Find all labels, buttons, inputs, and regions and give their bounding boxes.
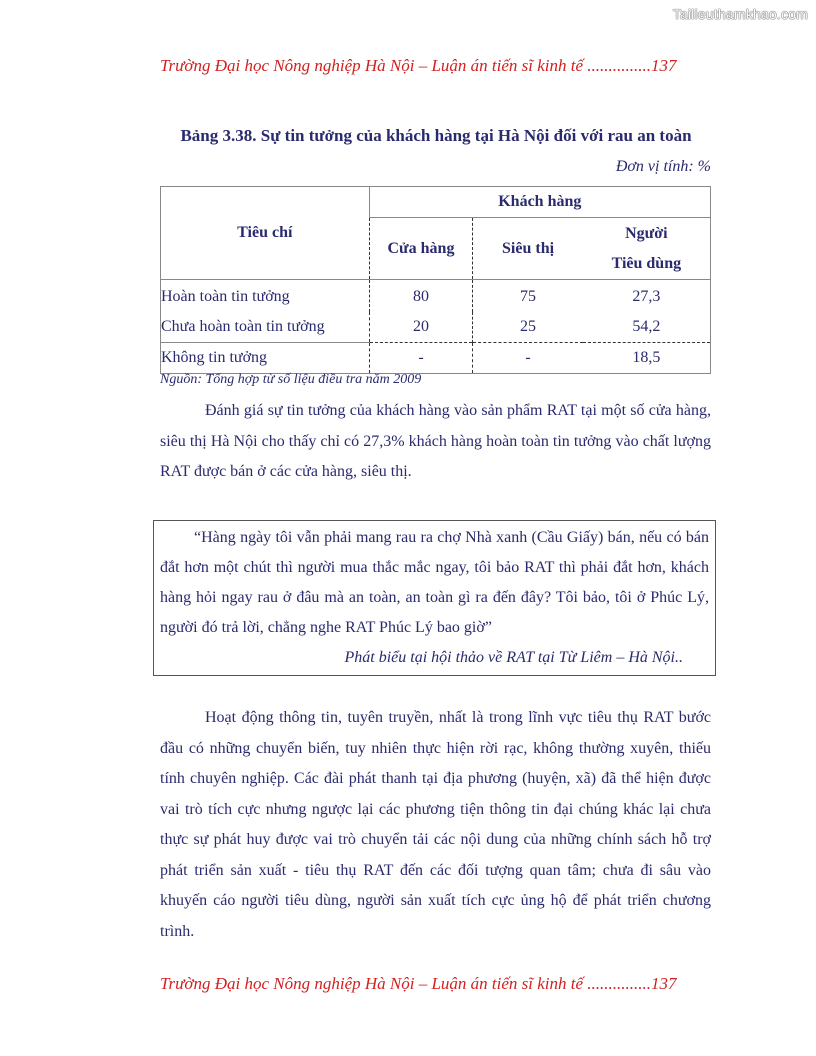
- quote-attribution: Phát biểu tại hội thảo về RAT tại Từ Liêm – Hà Nội..: [344, 649, 683, 666]
- page-footer: Trường Đại học Nông nghiệp Hà Nội – Luận án tiến sĩ kinh tế ...............137: [160, 974, 677, 993]
- page-header: Trường Đại học Nông nghiệp Hà Nội – Luận án tiến sĩ kinh tế ...............137: [160, 56, 677, 75]
- table-source: Nguồn: Tổng hợp từ số liệu điều tra năm 2009: [160, 372, 422, 387]
- cell-consumer: 18,5: [583, 343, 711, 374]
- paragraph-1: Đánh giá sự tin tưởng của khách hàng vào sản phẩm RAT tại một số cửa hàng, siêu thị Hà Nội cho thấy chỉ có 27,3% khách hàng hoàn toàn tin tưởng vào chất lượng RAT được bán ở các cửa hàng, siêu thị.: [160, 402, 711, 480]
- header-customers: Khách hàng: [369, 187, 710, 218]
- table-unit: Đơn vị tính: %: [615, 158, 711, 175]
- header-consumer-line1: Người: [625, 224, 668, 242]
- quote-box: [153, 520, 716, 676]
- watermark: Tailieuthamkhao.com: [672, 6, 808, 22]
- row-label: Không tin tưởng: [161, 343, 370, 374]
- header-supermarket: Siêu thị: [473, 218, 583, 280]
- row-label: Chưa hoàn toàn tin tưởng: [161, 312, 370, 343]
- cell-store: 80: [369, 280, 473, 313]
- paragraph-2: Hoạt động thông tin, tuyên truyền, nhất là trong lĩnh vực tiêu thụ RAT bước đầu có những chuyển biến, tuy nhiên thực hiện rời rạc, không thường xuyên, thiếu tính chuyên nghiệp. Các đài phát thanh tại địa phương (huyện, xã) đã thể hiện được vai trò tích cực nhưng ngược lại các phương tiện thông tin đại chúng khác lại chưa thực sự phát huy được vai trò chuyển tải các nội dung của những chính sách hỗ trợ phát triển sản xuất - tiêu thụ RAT đến các đối tượng quan tâm; chưa đi sâu vào khuyến cáo người tiêu dùng, người sản xuất tích cực ủng hộ để phát triển chương trình.: [160, 709, 711, 940]
- table-row: [161, 280, 711, 313]
- cell-consumer: 27,3: [583, 280, 711, 313]
- table-title: Bảng 3.38. Sự tin tưởng của khách hàng tại Hà Nội đối với rau an toàn: [180, 126, 692, 145]
- row-label: Hoàn toàn tin tưởng: [161, 280, 370, 313]
- cell-consumer: 54,2: [583, 312, 711, 343]
- table-row: [161, 343, 711, 374]
- cell-store: 20: [369, 312, 473, 343]
- header-store: Cửa hàng: [369, 218, 473, 280]
- quote-text: “Hàng ngày tôi vẫn phải mang rau ra chợ Nhà xanh (Cầu Giấy) bán, nếu có bán đắt hơn một chút thì người mua thắc mắc ngay, tôi bảo RAT thì phải đắt hơn, khách hàng hỏi ngay rau ở đâu mà an toàn, an toàn gì ra đến đây? Tôi bảo, tôi ở Phúc Lý, người đó trả lời, chẳng nghe RAT Phúc Lý bao giờ”: [160, 529, 709, 636]
- cell-supermarket: -: [473, 343, 583, 374]
- table-row: [161, 312, 711, 343]
- header-criteria: Tiêu chí: [161, 187, 370, 280]
- data-table: [160, 186, 711, 374]
- header-consumer: [583, 218, 711, 280]
- cell-store: -: [369, 343, 473, 374]
- cell-supermarket: 25: [520, 318, 537, 335]
- header-consumer-line2: Tiêu dùng: [611, 254, 682, 272]
- cell-supermarket: 75: [520, 288, 537, 305]
